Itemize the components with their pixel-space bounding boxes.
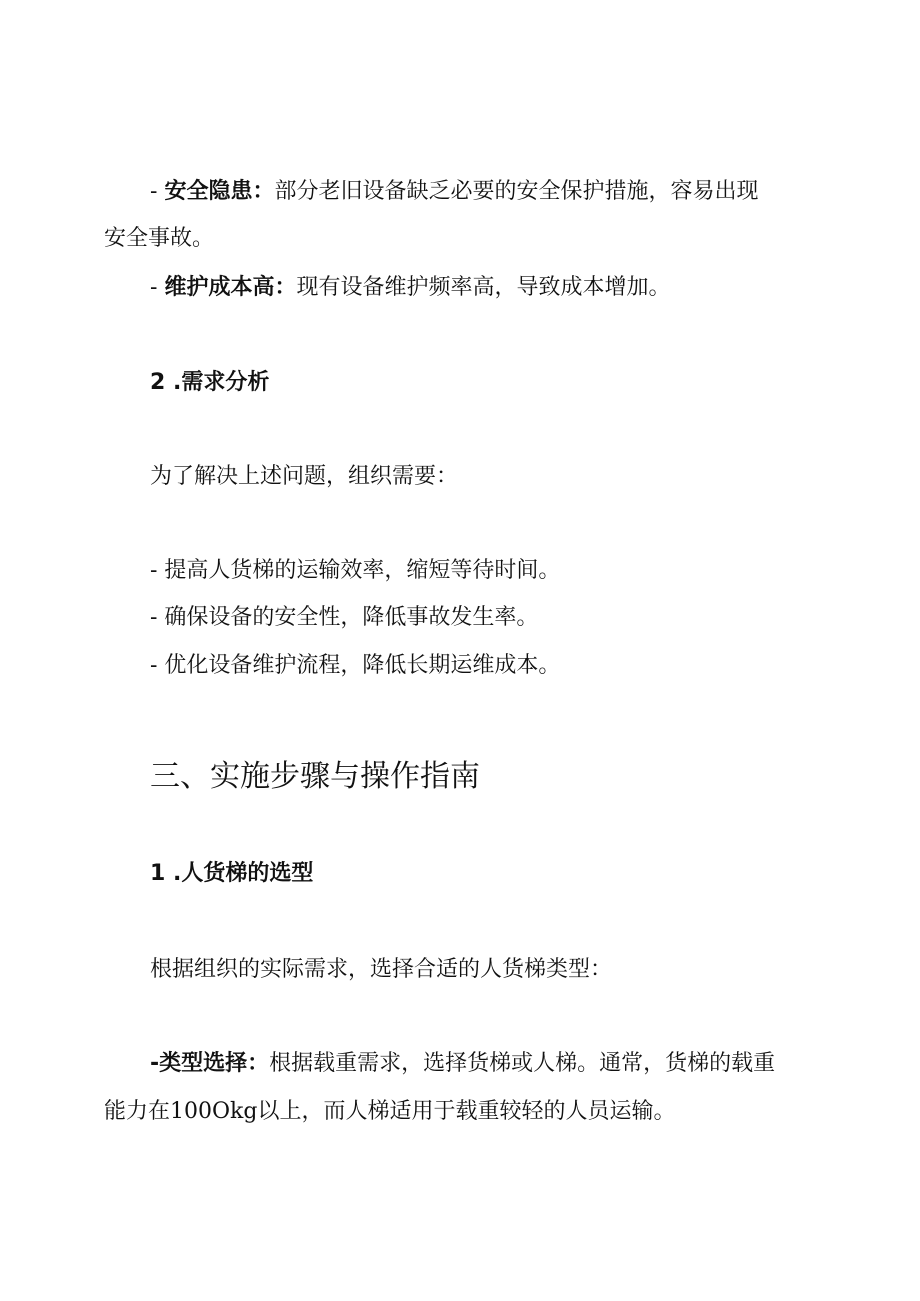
item-label: 类型选择： [159,1051,270,1076]
problem-item-maintenance-cost [150,273,670,303]
bullet-dash: - [150,179,165,204]
problem-item-safety-continued: 安全事故。 [104,226,215,251]
item-text: 现有设备维护频率高，导致成本增加。 [296,275,671,300]
item-label: 安全隐患： [164,179,275,204]
subsection-heading-selection: 1 .人货梯的选型 [150,861,314,886]
item-text: 根据载重需求，选择货梯或人梯。通常，货梯的载重 [269,1051,776,1076]
bullet-dash: - [150,275,165,300]
subsection-intro: 根据组织的实际需求，选择合适的人货梯类型： [150,957,613,982]
section-heading-needs-analysis: 2 .需求分析 [150,370,270,395]
problem-item-safety [150,177,758,207]
item-text: 部分老旧设备缺乏必要的安全保护措施，容易出现 [274,179,759,204]
item-label: 维护成本高： [164,275,297,300]
selection-item-type-continued: 能力在100Okg以上，而人梯适用于载重较轻的人员运输。 [104,1099,676,1124]
selection-item-type [150,1049,775,1079]
list-item: - 优化设备维护流程，降低长期运维成本。 [150,653,561,678]
bullet-dash: - [150,1051,160,1076]
chapter-heading-implementation: 三、实施步骤与操作指南 [150,759,480,794]
list-item: - 提高人货梯的运输效率，缩短等待时间。 [150,558,561,583]
section-intro: 为了解决上述问题，组织需要： [150,464,459,489]
list-item: - 确保设备的安全性，降低事故发生率。 [150,605,539,630]
